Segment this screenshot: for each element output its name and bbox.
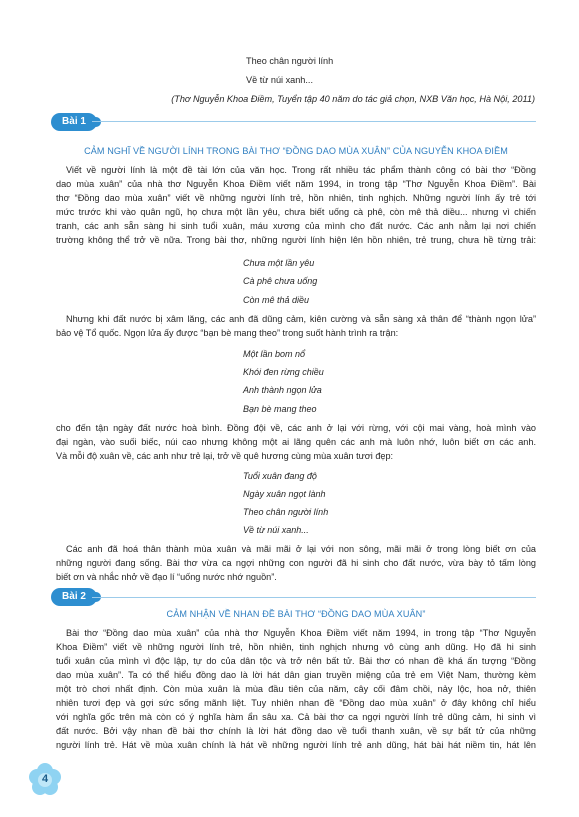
intro-verse-line: Về từ núi xanh... [246,75,313,85]
paragraph-line: một trò chơi nhất định. Còn mùa xuân là mùa đầu tiên của năm, cây cối đâm chồi, nảy lộc, hoa nở, thiên [56,684,536,694]
paragraph-line: với nghĩa gốc trên mà còn có ý nghĩa hàm ẩn sâu xa. Cả bài thơ ca ngợi người lính trẻ dũng cảm, hi sinh vì [56,712,536,722]
paragraph-line: Bài thơ “Đồng dao mùa xuân” của nhà thơ Nguyễn Khoa Điềm viết năm 1994, in trong tập “Thơ Nguyễn [66,628,536,638]
paragraph-line: tranh, các anh sẵn sàng hi sinh tuổi xuân, máu xương của mình cho đất nước. Các anh nằm lại nơi chiến [56,221,536,231]
paragraph-line: những người đang sống. Bài thơ vừa ca ngợi những con người đã hi sinh cho đất nước, vừa bày tỏ tấm lòng [56,558,536,568]
poem-verse: Khói đen rừng chiều [243,367,324,377]
paragraph-line: cho đến tận ngày đất nước hoà bình. Đồng đội về, các anh ở lại với rừng, với cội mai vàng, hoà mình vào [56,423,536,433]
intro-verse-line: Theo chân người lính [246,56,334,66]
paragraph-line: bảo vệ Tổ quốc. Ngọn lửa ấy được “bạn bè mang theo” trong suốt hành trình ra trận: [56,328,399,338]
poem-verse: Ngày xuân ngọt lành [243,489,326,499]
poem-verse: Cà phê chưa uống [243,276,318,286]
poem-verse: Một lần bom nổ [243,349,306,359]
paragraph-line: Viết về người lính là một đề tài lớn của văn học. Trong rất nhiều tác phẩm thành công có bài thơ “Đồng [66,165,536,175]
poem-verse: Còn mê thả diều [243,295,310,305]
section-badge: Bài 2 [51,588,97,606]
paragraph-line: người lính trẻ. Hát về mùa xuân chính là hát về những người lính trẻ anh dũng, hát bài hát niềm tin, hát lên [56,740,536,750]
poem-verse: Chưa một lần yêu [243,258,315,268]
paragraph-line: tuổi xuân của mình vì độc lập, tự do của dân tộc và trở nên bất tử. Bài thơ có nhan đề khá ấn tượng “Đồng [56,656,536,666]
page-number: 4 [41,773,49,785]
poem-verse: Về từ núi xanh... [243,525,309,535]
section-badge: Bài 1 [51,113,97,131]
paragraph-line: dao mùa xuân”. Ta có thể hiểu đồng dao là lời hát dân gian truyền miệng của trẻ em Việt Nam, thường kèm [56,670,536,680]
paragraph-line: dao mùa xuân” của nhà thơ Nguyễn Khoa Điềm viết năm 1994, in trong tập “Thơ Nguyễn Khoa Điềm”. Bài [56,179,536,189]
paragraph-line: nhiên tươi đẹp và gợi sức sống mãnh liệt. Tuy nhiên nhan đề “Đồng dao mùa xuân” ở đây không chỉ hiểu [56,698,536,708]
section-heading: CẢM NHẬN VỀ NHAN ĐỀ BÀI THƠ “ĐỒNG DAO MÙA XUÂN” [166,609,426,619]
paragraph-line: trường không thể trở về nữa. Trong bài thơ, những người lính hiện lên hồn nhiên, trẻ trung, chưa hề từng trải: [56,235,536,245]
paragraph-line: biết ơn và nhắc nhở về đạo lí “uống nước nhớ nguồn”. [56,572,277,582]
paragraph-line: thơ “Đồng dao mùa xuân” viết về những người lính trẻ, hồn nhiên, tinh nghịch. Những người lính ấy trẻ tới [56,193,536,203]
page-number-badge [28,762,62,796]
paragraph-line: đại ngàn, vào suối biếc, núi cao nhưng không một ai lãng quên các anh mà luôn nhớ, luôn biết ơn các anh. [56,437,536,447]
poem-verse: Bạn bè mang theo [243,404,317,414]
section-heading: CẢM NGHĨ VỀ NGƯỜI LÍNH TRONG BÀI THƠ “ĐỒNG DAO MÙA XUÂN” CỦA NGUYỄN KHOA ĐIỀM [84,146,508,156]
section-divider [92,597,536,598]
paragraph-line: Và mỗi độ xuân về, các anh như trẻ lại, trở về quê hương cùng mùa xuân tươi đẹp: [56,451,394,461]
poem-verse: Tuổi xuân đang độ [243,471,317,481]
paragraph-line: Các anh đã hoá thân thành mùa xuân và mãi mãi ở lại với non sông, mãi mãi ở trong lòng biết ơn của [66,544,536,554]
paragraph-line: Nhưng khi đất nước bị xâm lăng, các anh đã dũng cảm, kiên cường và sẵn sàng xả thân để “thành ngọn lửa” [66,314,536,324]
paragraph-line: đất nước. Bởi vậy nhan đề bài thơ chính là lời hát đồng dao về tuổi thanh xuân, về sự bất tử của những [56,726,536,736]
poem-verse: Theo chân người lính [243,507,329,517]
source-citation: (Thơ Nguyễn Khoa Điềm, Tuyển tập 40 năm do tác giả chọn, NXB Văn học, Hà Nội, 2011) [171,94,535,104]
paragraph-line: mức trước khi vào quân ngũ, họ chưa một lần yêu, chưa biết uống cà phê, còn mê thả diều... nhưng vì chiến [56,207,536,217]
section-divider [92,121,536,122]
paragraph-line: Khoa Điềm” viết về những người lính trẻ, hồn nhiên, tinh nghịch nhưng vô cùng anh dũng. Họ đã hi sinh [56,642,536,652]
poem-verse: Anh thành ngọn lửa [243,385,322,395]
